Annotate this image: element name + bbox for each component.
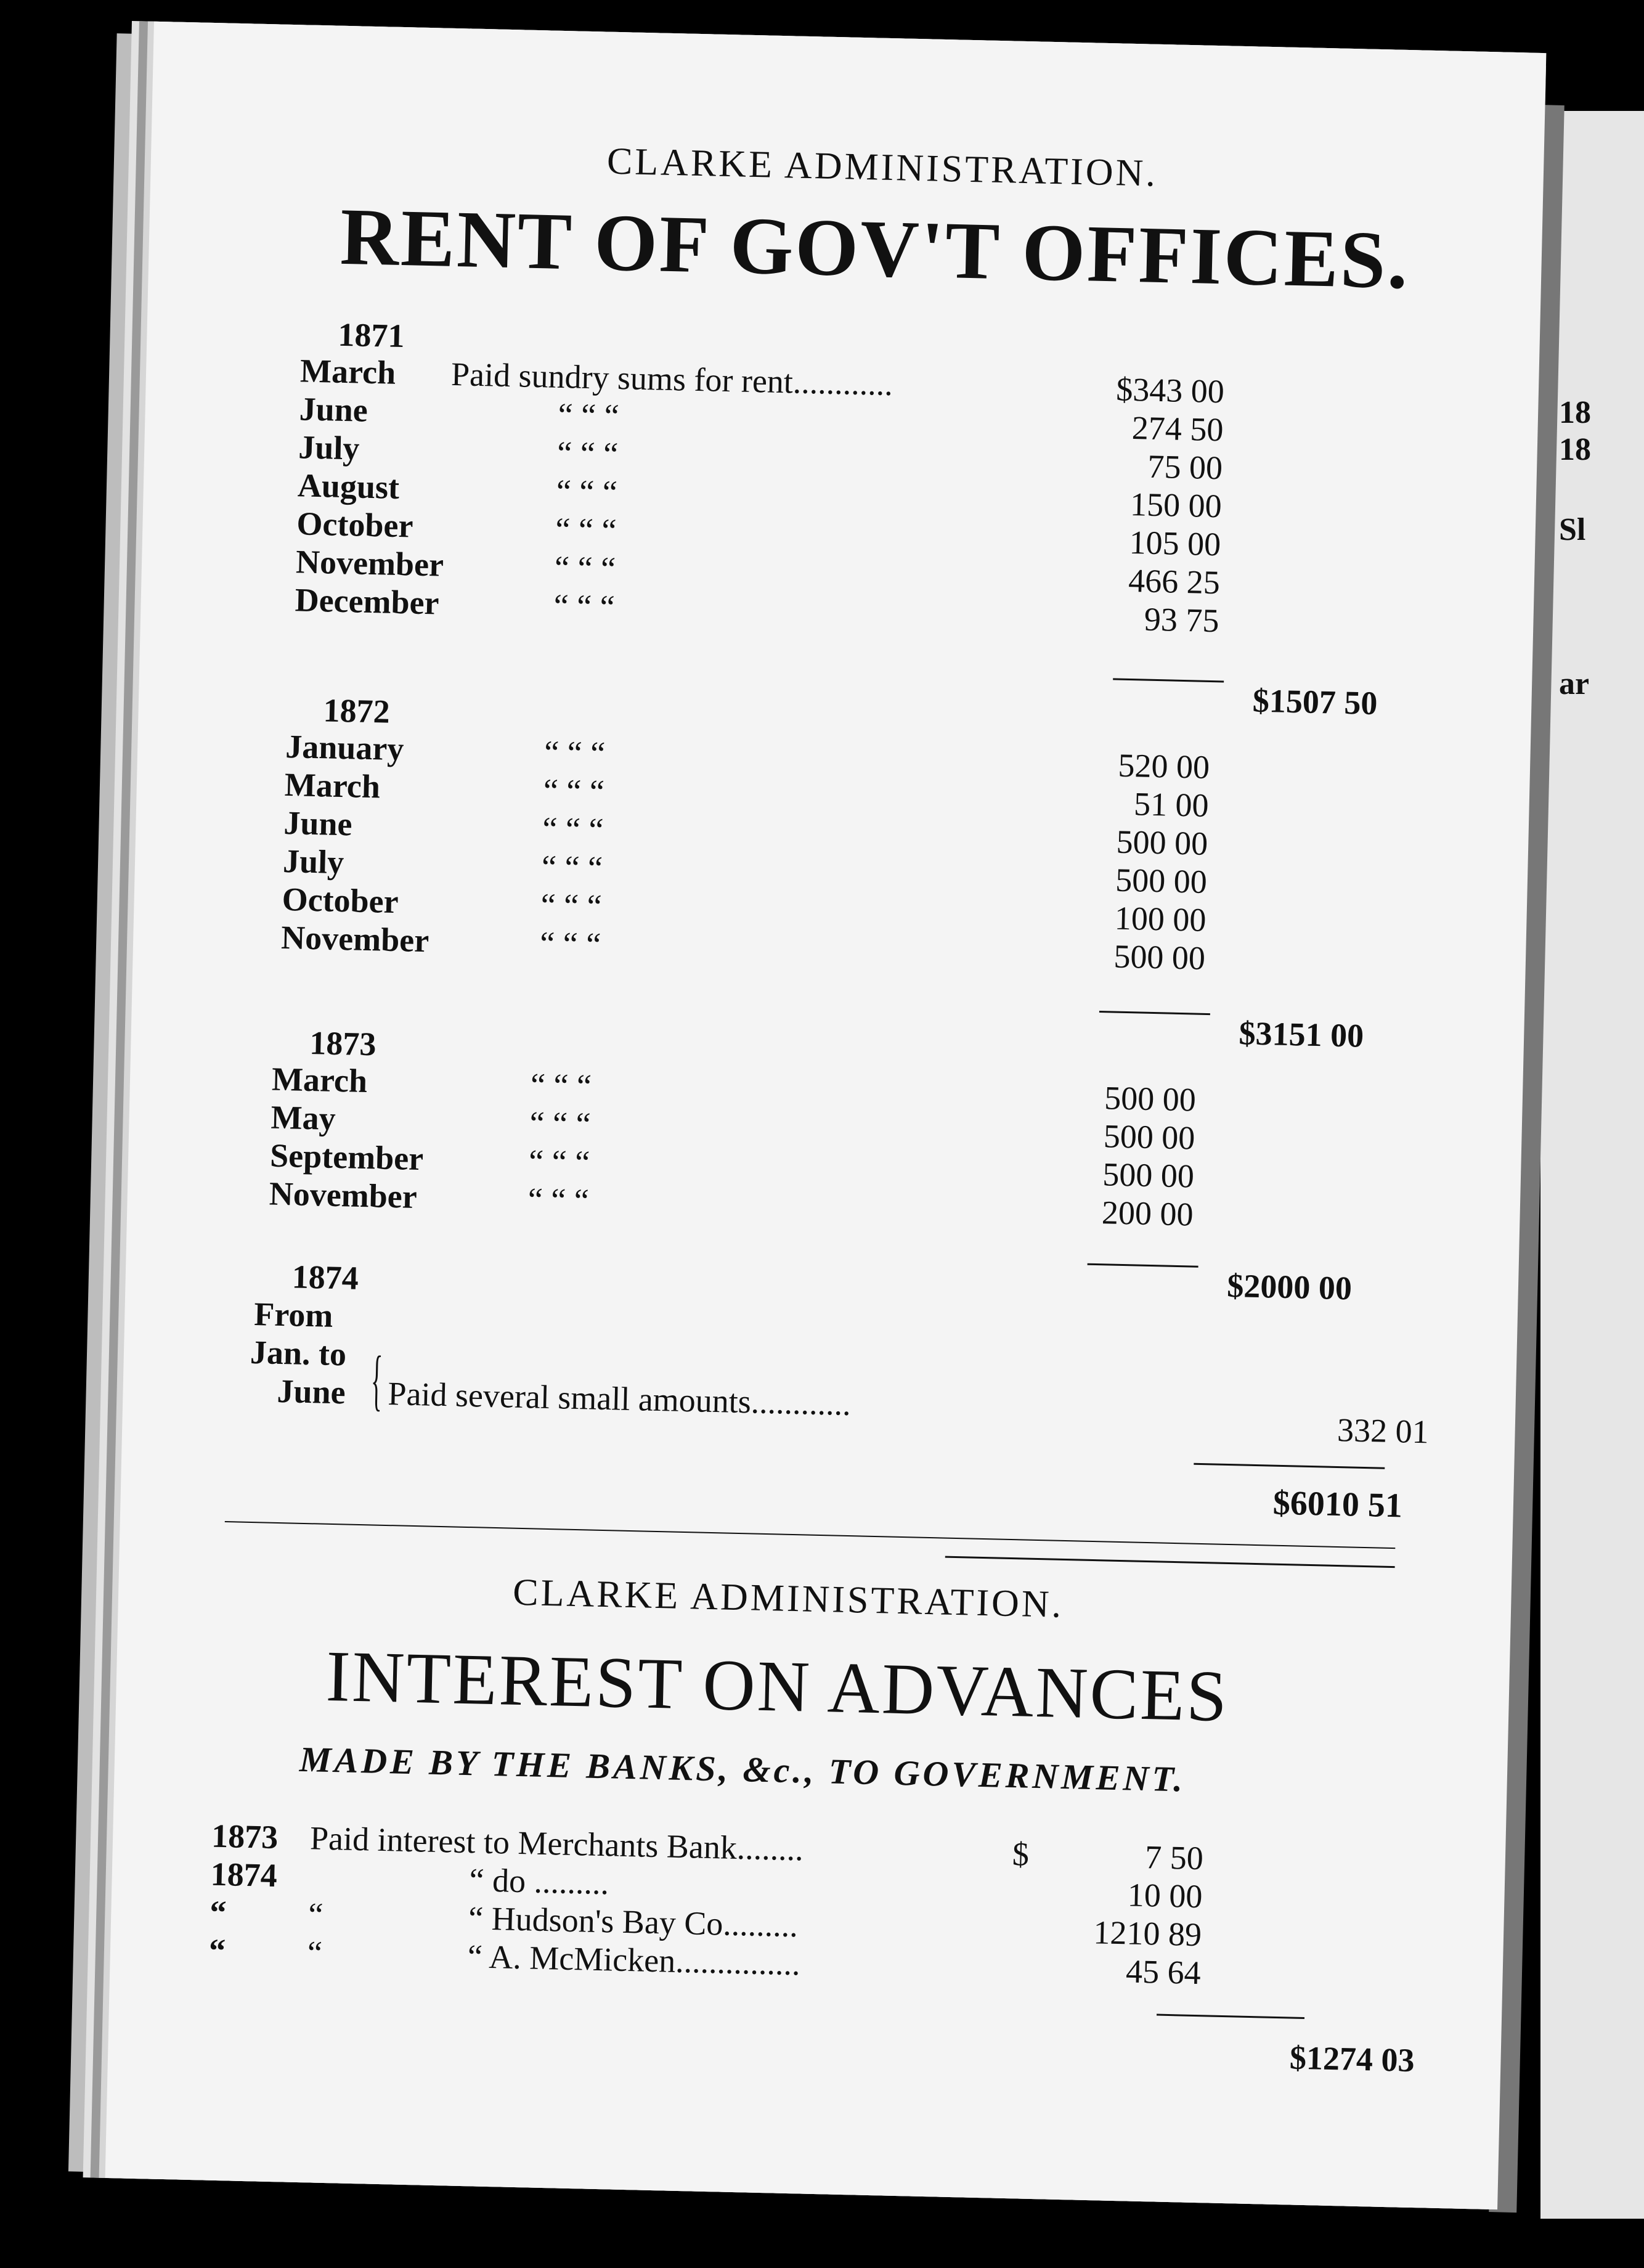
month-label: March	[299, 352, 396, 391]
subtotal-1871: $1507 50	[1252, 682, 1378, 722]
row-amount: 500 00	[1104, 1079, 1197, 1119]
adjacent-page-fragment: 18	[1559, 432, 1591, 467]
interest-table	[208, 1817, 1415, 2079]
row-amount: 75 00	[1147, 447, 1223, 487]
row-amount: 500 00	[1102, 1156, 1195, 1195]
row-amount: 45 64	[1125, 1952, 1202, 1992]
adjacent-page-fragment: Sl	[1559, 512, 1586, 547]
table-row	[282, 842, 1208, 900]
row-amount: 7 50	[1144, 1838, 1204, 1877]
year-cell: 1874	[210, 1855, 278, 1895]
month-label: January	[285, 727, 405, 768]
document-page	[105, 22, 1547, 2209]
row-amount: 332 01	[1337, 1411, 1430, 1451]
month-label: May	[271, 1098, 336, 1137]
row-amount: 500 00	[1113, 937, 1206, 977]
june-label: June	[276, 1372, 346, 1411]
ditto-marks: “ “ “	[553, 587, 616, 626]
grand-total: $6010 51	[1272, 1483, 1403, 1525]
section-divider-short	[945, 1556, 1395, 1568]
row-amount: 520 00	[1117, 746, 1210, 786]
row-amount: 200 00	[1101, 1194, 1194, 1233]
month-label: September	[269, 1136, 424, 1178]
subtotal-1873: $2000 00	[1226, 1267, 1353, 1307]
section2-subtitle: MADE BY THE BANKS, &c., TO GOVERNMENT.	[299, 1739, 1186, 1800]
section2-administration: CLARKE ADMINISTRATION.	[512, 1571, 1064, 1626]
year-1871: 1871	[337, 316, 405, 355]
ditto-marks: “	[307, 1896, 324, 1933]
ditto-marks: “ “ “	[530, 1066, 592, 1105]
subtotal-rule	[1157, 2014, 1304, 2019]
row-amount: 51 00	[1133, 785, 1210, 824]
month-label: October	[282, 880, 399, 921]
month-label: March	[271, 1060, 368, 1100]
grand-total-rule	[1194, 1463, 1385, 1469]
row-amount: 10 00	[1127, 1876, 1203, 1915]
from-label: From	[253, 1295, 334, 1334]
ditto-marks: “ “ “	[528, 1143, 590, 1181]
month-label: June	[299, 390, 368, 429]
ditto-marks: “	[307, 1934, 323, 1972]
row-amount: 1210 89	[1093, 1914, 1202, 1954]
month-label: March	[284, 765, 381, 806]
ditto-marks: “ “ “	[556, 472, 618, 512]
ditto-marks: “ “ “	[529, 1104, 592, 1143]
dollar-sign: $	[1012, 1835, 1030, 1873]
ditto-marks: “ “ “	[543, 733, 606, 772]
ditto-cell: “	[209, 1893, 227, 1931]
row-description: “ Hudson's Bay Co.........	[468, 1899, 799, 1944]
row-amount: 100 00	[1114, 899, 1207, 939]
interest-total: $1274 03	[1289, 2039, 1415, 2079]
ditto-cell: “	[208, 1931, 226, 1970]
month-label: June	[283, 804, 353, 843]
adjacent-page-fragment: ar	[1559, 666, 1590, 701]
adjacent-page-fragment: 18	[1559, 395, 1591, 430]
ditto-marks: “ “ “	[558, 396, 620, 435]
month-label: July	[282, 842, 344, 881]
ditto-marks: “ “ “	[555, 510, 617, 550]
section1-title: RENT OF GOV'T OFFICES.	[339, 190, 1411, 306]
row-amount: 105 00	[1129, 523, 1221, 563]
ditto-marks: “ “ “	[556, 434, 619, 473]
month-label: October	[296, 505, 414, 545]
subtotal-1872: $3151 00	[1239, 1014, 1364, 1054]
row-amount: 500 00	[1115, 861, 1208, 900]
ditto-marks: “ “ “	[542, 810, 604, 849]
ditto-marks: “ “ “	[527, 1181, 590, 1220]
ditto-marks: “ “ “	[540, 886, 603, 925]
month-label: November	[269, 1175, 418, 1215]
year-cell: 1873	[211, 1817, 279, 1856]
section2-title: INTEREST ON ADVANCES	[325, 1635, 1230, 1737]
row-description: “ A. McMicken...............	[467, 1938, 801, 1983]
row-amount: 466 25	[1128, 561, 1221, 602]
row-amount: 274 50	[1131, 409, 1224, 449]
table-row	[294, 619, 295, 657]
year-1874: 1874	[291, 1258, 359, 1297]
ditto-marks: “ “ “	[539, 924, 601, 963]
month-label: July	[298, 428, 360, 467]
row-description: Paid sundry sums for rent............	[450, 355, 893, 403]
ditto-marks: “ “ “	[541, 848, 603, 887]
month-label: November	[295, 543, 444, 584]
row-description: Paid several small amounts............	[387, 1375, 852, 1423]
jan-to-label: Jan. to	[250, 1333, 347, 1373]
row-description: Paid interest to Merchants Bank........	[309, 1819, 804, 1868]
month-label: December	[295, 581, 440, 622]
month-label: August	[297, 467, 400, 507]
year-1873: 1873	[309, 1024, 377, 1063]
section1-administration: CLARKE ADMINISTRATION.	[606, 140, 1158, 195]
row-description: “ do .........	[469, 1861, 609, 1902]
month-label: November	[280, 918, 429, 960]
ditto-marks: “ “ “	[543, 772, 605, 810]
row-amount: 500 00	[1103, 1117, 1196, 1157]
row-amount: 150 00	[1129, 485, 1223, 525]
row-amount: 93 75	[1144, 600, 1220, 640]
section-divider	[225, 1521, 1396, 1549]
row-amount: 500 00	[1116, 823, 1208, 862]
row-amount: $343 00	[1115, 370, 1225, 410]
brace-mark: {	[370, 1342, 384, 1418]
ditto-marks: “ “ “	[554, 549, 616, 588]
year-1872: 1872	[323, 691, 391, 730]
